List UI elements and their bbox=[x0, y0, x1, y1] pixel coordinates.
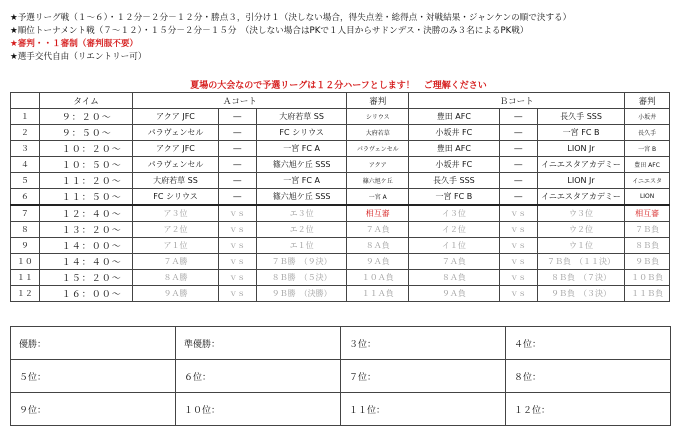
header-court-b: Ｂコート bbox=[409, 93, 625, 109]
court-b-vs: ｖｓ bbox=[499, 254, 537, 270]
court-a-referee: シリウス bbox=[347, 109, 409, 125]
court-a-home-slot: ア２位 bbox=[133, 222, 218, 238]
league-match-row bbox=[11, 173, 670, 189]
match-number: ９ bbox=[11, 238, 40, 254]
court-b-away-team: 長久手 SSS bbox=[537, 109, 624, 125]
court-a-away-slot: ９Ｂ勝 （決勝） bbox=[256, 286, 347, 302]
court-a-home-slot: ８Ａ勝 bbox=[133, 270, 218, 286]
match-number: ３ bbox=[11, 141, 40, 157]
match-time: １５：２０～ bbox=[39, 270, 133, 286]
court-b-away-slot: ウ３位 bbox=[537, 205, 624, 222]
tournament-match-row bbox=[11, 254, 670, 270]
match-time: １０：２０～ bbox=[39, 141, 133, 157]
court-b-referee: ７Ｂ負 bbox=[625, 222, 670, 238]
court-b-referee: LION bbox=[625, 189, 670, 206]
court-a-vs: ｖｓ bbox=[218, 286, 256, 302]
court-a-away-team: 篠六旭ケ丘 SSS bbox=[256, 189, 347, 206]
header-referee-a: 審判 bbox=[347, 93, 409, 109]
court-b-vs: ― bbox=[499, 109, 537, 125]
header-time: タイム bbox=[39, 93, 133, 109]
results-row bbox=[11, 327, 671, 360]
match-number: ５ bbox=[11, 173, 40, 189]
court-b-away-team: イニエスタアカデミー bbox=[537, 189, 624, 206]
placement-cell: 優勝： bbox=[11, 327, 176, 360]
court-b-referee: イニエスタ bbox=[625, 173, 670, 189]
match-time: １１：５０～ bbox=[39, 189, 133, 206]
court-a-referee: 相互審 bbox=[347, 205, 409, 222]
match-time: １４：００～ bbox=[39, 238, 133, 254]
court-a-referee: アクア bbox=[347, 157, 409, 173]
court-a-away-team: 大府若草 SS bbox=[256, 109, 347, 125]
court-a-referee: １０Ａ負 bbox=[347, 270, 409, 286]
match-number: １０ bbox=[11, 254, 40, 270]
match-time: １１：２０～ bbox=[39, 173, 133, 189]
court-b-away-slot: ８Ｂ負 （７決） bbox=[537, 270, 624, 286]
court-b-home-slot: イ２位 bbox=[409, 222, 499, 238]
league-match-row bbox=[11, 125, 670, 141]
court-b-vs: ― bbox=[499, 125, 537, 141]
match-number: １１ bbox=[11, 270, 40, 286]
court-b-referee: ９Ｂ負 bbox=[625, 254, 670, 270]
match-number: ６ bbox=[11, 189, 40, 206]
rule-line: ★順位トーナメント戦（７～１２）・１５分－２分－１５分 （決しない場合はPKで１人目からサドンデス・決勝のみ３名によるPK戦） bbox=[10, 26, 529, 36]
court-b-referee: １０Ｂ負 bbox=[625, 270, 670, 286]
court-b-away-slot: ９Ｂ負 （３決） bbox=[537, 286, 624, 302]
match-number: １ bbox=[11, 109, 40, 125]
court-b-referee: 豊田 AFC bbox=[625, 157, 670, 173]
court-b-away-slot: ウ１位 bbox=[537, 238, 624, 254]
court-b-referee: 一宮 B bbox=[625, 141, 670, 157]
match-number: １２ bbox=[11, 286, 40, 302]
court-a-home-team: FC シリウス bbox=[133, 189, 218, 206]
results-table bbox=[10, 326, 671, 426]
placement-cell: １１位： bbox=[341, 393, 506, 426]
header-referee-b: 審判 bbox=[625, 93, 670, 109]
court-a-home-team: アクア JFC bbox=[133, 141, 218, 157]
placement-cell: ６位： bbox=[176, 360, 341, 393]
match-number: ２ bbox=[11, 125, 40, 141]
court-b-home-slot: イ３位 bbox=[409, 205, 499, 222]
court-a-vs: ｖｓ bbox=[218, 238, 256, 254]
tournament-match-row bbox=[11, 238, 670, 254]
rules-list bbox=[10, 12, 670, 64]
match-time: １６：００～ bbox=[39, 286, 133, 302]
placement-cell: ７位： bbox=[341, 360, 506, 393]
court-b-home-slot: イ１位 bbox=[409, 238, 499, 254]
match-time: ９：５０～ bbox=[39, 125, 133, 141]
court-a-vs: ｖｓ bbox=[218, 254, 256, 270]
placement-cell: １０位： bbox=[176, 393, 341, 426]
league-match-row bbox=[11, 109, 670, 125]
league-match-row bbox=[11, 157, 670, 173]
league-match-row bbox=[11, 189, 670, 206]
court-a-vs: ― bbox=[218, 141, 256, 157]
court-b-referee: 長久手 bbox=[625, 125, 670, 141]
court-b-referee: １１Ｂ負 bbox=[625, 286, 670, 302]
court-b-vs: ｖｓ bbox=[499, 222, 537, 238]
court-b-vs: ｖｓ bbox=[499, 286, 537, 302]
court-a-away-team: FC シリウス bbox=[256, 125, 347, 141]
tournament-match-row bbox=[11, 286, 670, 302]
court-a-away-slot: エ３位 bbox=[256, 205, 347, 222]
placement-cell: ４位： bbox=[506, 327, 671, 360]
placement-cell: ８位： bbox=[506, 360, 671, 393]
court-a-home-team: パラヴェンセル bbox=[133, 125, 218, 141]
court-a-away-team: 篠六旭ケ丘 SSS bbox=[256, 157, 347, 173]
placement-cell: ９位： bbox=[11, 393, 176, 426]
placement-cell: １２位： bbox=[506, 393, 671, 426]
court-b-away-slot: ウ２位 bbox=[537, 222, 624, 238]
court-b-referee: ８Ｂ負 bbox=[625, 238, 670, 254]
court-b-home-slot: ８Ａ負 bbox=[409, 270, 499, 286]
court-a-home-slot: ア１位 bbox=[133, 238, 218, 254]
court-b-away-team: 一宮 FC B bbox=[537, 125, 624, 141]
court-b-away-team: イニエスタアカデミー bbox=[537, 157, 624, 173]
court-a-referee: ７Ａ負 bbox=[347, 222, 409, 238]
match-number: ８ bbox=[11, 222, 40, 238]
court-b-vs: ― bbox=[499, 141, 537, 157]
court-b-referee: 小坂井 bbox=[625, 109, 670, 125]
court-a-referee: １１Ａ負 bbox=[347, 286, 409, 302]
court-b-home-slot: ７Ａ負 bbox=[409, 254, 499, 270]
court-a-away-slot: ８Ｂ勝 （５決） bbox=[256, 270, 347, 286]
schedule-header-row bbox=[11, 93, 670, 109]
rule-line: ★予選リーグ戦（１～６）・１２分－２分－１２分・勝点３，引分け１（決しない場合，得失点差・総得点・対戦結果・ジャンケンの順で決する） bbox=[10, 13, 572, 23]
results-row bbox=[11, 360, 671, 393]
rule-line: ★選手交代自由（リエントリー可） bbox=[10, 52, 147, 62]
match-time: ９：２０～ bbox=[39, 109, 133, 125]
results-row bbox=[11, 393, 671, 426]
match-time: １４：４０～ bbox=[39, 254, 133, 270]
court-a-vs: ― bbox=[218, 125, 256, 141]
court-a-vs: ― bbox=[218, 157, 256, 173]
court-b-vs: ｖｓ bbox=[499, 205, 537, 222]
court-b-home-slot: ９Ａ負 bbox=[409, 286, 499, 302]
match-number: ７ bbox=[11, 205, 40, 222]
match-number: ４ bbox=[11, 157, 40, 173]
court-a-away-team: 一宮 FC A bbox=[256, 141, 347, 157]
court-a-home-team: 大府若草 SS bbox=[133, 173, 218, 189]
court-a-home-team: パラヴェンセル bbox=[133, 157, 218, 173]
court-b-vs: ― bbox=[499, 189, 537, 206]
league-match-row bbox=[11, 141, 670, 157]
header-no bbox=[11, 93, 40, 109]
court-a-home-team: アクア JFC bbox=[133, 109, 218, 125]
court-b-home-team: 一宮 FC B bbox=[409, 189, 499, 206]
placement-cell: 準優勝： bbox=[176, 327, 341, 360]
court-a-referee: ９Ａ負 bbox=[347, 254, 409, 270]
court-a-referee: 一宮 A bbox=[347, 189, 409, 206]
court-a-away-team: 一宮 FC A bbox=[256, 173, 347, 189]
court-a-away-slot: エ２位 bbox=[256, 222, 347, 238]
schedule-table bbox=[10, 92, 670, 302]
court-b-vs: ― bbox=[499, 173, 537, 189]
court-b-home-team: 豊田 AFC bbox=[409, 141, 499, 157]
court-a-home-slot: ７Ａ勝 bbox=[133, 254, 218, 270]
court-a-referee: 大府若草 bbox=[347, 125, 409, 141]
placement-cell: ３位： bbox=[341, 327, 506, 360]
match-time: １３：２０～ bbox=[39, 222, 133, 238]
court-a-home-slot: ア３位 bbox=[133, 205, 218, 222]
court-a-referee: ８Ａ負 bbox=[347, 238, 409, 254]
court-a-vs: ｖｓ bbox=[218, 222, 256, 238]
court-a-vs: ― bbox=[218, 189, 256, 206]
notice-text: 夏場の大会なので予選リーグは１２分ハーフとします！ ご理解ください bbox=[190, 81, 487, 91]
header-court-a: Ａコート bbox=[133, 93, 347, 109]
court-b-home-team: 長久手 SSS bbox=[409, 173, 499, 189]
court-a-vs: ｖｓ bbox=[218, 270, 256, 286]
court-a-referee: 篠六旭ケ丘 bbox=[347, 173, 409, 189]
court-a-referee: パラヴェンセル bbox=[347, 141, 409, 157]
court-b-home-team: 豊田 AFC bbox=[409, 109, 499, 125]
court-b-vs: ｖｓ bbox=[499, 270, 537, 286]
court-b-vs: ｖｓ bbox=[499, 238, 537, 254]
tournament-match-row bbox=[11, 222, 670, 238]
court-b-vs: ― bbox=[499, 157, 537, 173]
tournament-match-row bbox=[11, 205, 670, 222]
court-b-referee: 相互審 bbox=[625, 205, 670, 222]
match-time: １０：５０～ bbox=[39, 157, 133, 173]
tournament-match-row bbox=[11, 270, 670, 286]
court-a-vs: ― bbox=[218, 173, 256, 189]
court-b-home-team: 小坂井 FC bbox=[409, 125, 499, 141]
court-b-away-team: LION Jr bbox=[537, 141, 624, 157]
court-b-away-team: LION Jr bbox=[537, 173, 624, 189]
court-b-away-slot: ７Ｂ負 （１１決） bbox=[537, 254, 624, 270]
court-a-vs: ― bbox=[218, 109, 256, 125]
rule-line-highlight: ★審判・・１審制（審判服不要） bbox=[10, 39, 139, 49]
court-a-away-slot: エ１位 bbox=[256, 238, 347, 254]
placement-cell: ５位： bbox=[11, 360, 176, 393]
court-a-away-slot: ７Ｂ勝 （９決） bbox=[256, 254, 347, 270]
court-a-vs: ｖｓ bbox=[218, 205, 256, 222]
court-b-home-team: 小坂井 FC bbox=[409, 157, 499, 173]
court-a-home-slot: ９Ａ勝 bbox=[133, 286, 218, 302]
match-time: １２：４０～ bbox=[39, 205, 133, 222]
